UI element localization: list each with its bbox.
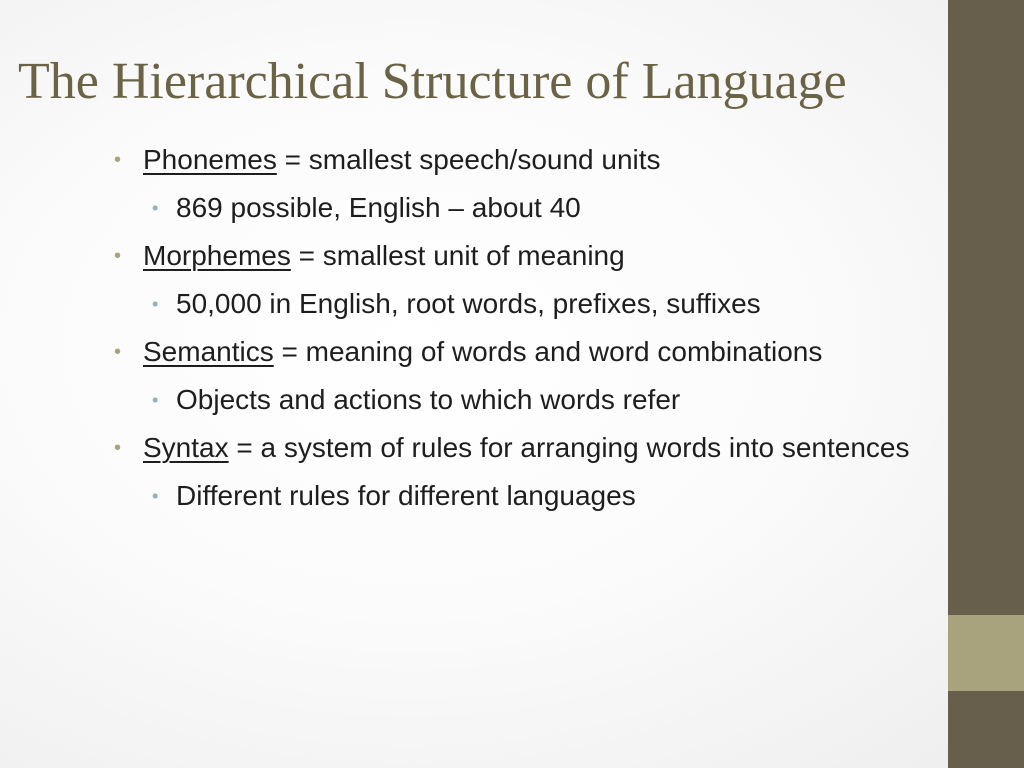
bullet-marker: • — [114, 245, 122, 267]
sub-bullet-text: 50,000 in English, root words, prefixes, suffixes — [176, 288, 761, 319]
bullet-syntax — [114, 428, 914, 468]
slide-body — [114, 140, 914, 516]
bullet-marker: • — [114, 341, 122, 363]
sub-bullet-semantics-detail — [114, 380, 914, 420]
sub-bullet-marker: • — [152, 390, 159, 410]
bullet-marker: • — [114, 149, 122, 171]
sub-bullet-marker: • — [152, 294, 159, 314]
sub-bullet-text: 869 possible, English – about 40 — [176, 192, 581, 223]
sub-bullet-syntax-detail — [114, 476, 914, 516]
definition-phonemes: = smallest speech/sound units — [276, 144, 661, 175]
term-semantics: Semantics — [143, 336, 274, 367]
sub-bullet-text: Different rules for different languages — [176, 480, 636, 511]
term-phonemes: Phonemes — [143, 144, 277, 175]
bullet-phonemes — [114, 140, 914, 180]
bullet-marker: • — [114, 437, 122, 459]
term-syntax: Syntax — [143, 432, 229, 463]
right-band-accent-block — [948, 615, 1024, 691]
definition-syntax: = a system of rules for arranging words into sentences — [228, 432, 910, 463]
sub-bullet-marker: • — [152, 486, 159, 506]
bullet-morphemes — [114, 236, 914, 276]
definition-morphemes: = smallest unit of meaning — [290, 240, 625, 271]
sub-bullet-marker: • — [152, 198, 159, 218]
bullet-semantics — [114, 332, 914, 372]
sub-bullet-text: Objects and actions to which words refer — [176, 384, 681, 415]
definition-semantics: = meaning of words and word combinations — [273, 336, 823, 367]
sub-bullet-morphemes-count — [114, 284, 914, 324]
slide-title: The Hierarchical Structure of Language — [18, 53, 847, 110]
sub-bullet-phonemes-count — [114, 188, 914, 228]
term-morphemes: Morphemes — [143, 240, 291, 271]
